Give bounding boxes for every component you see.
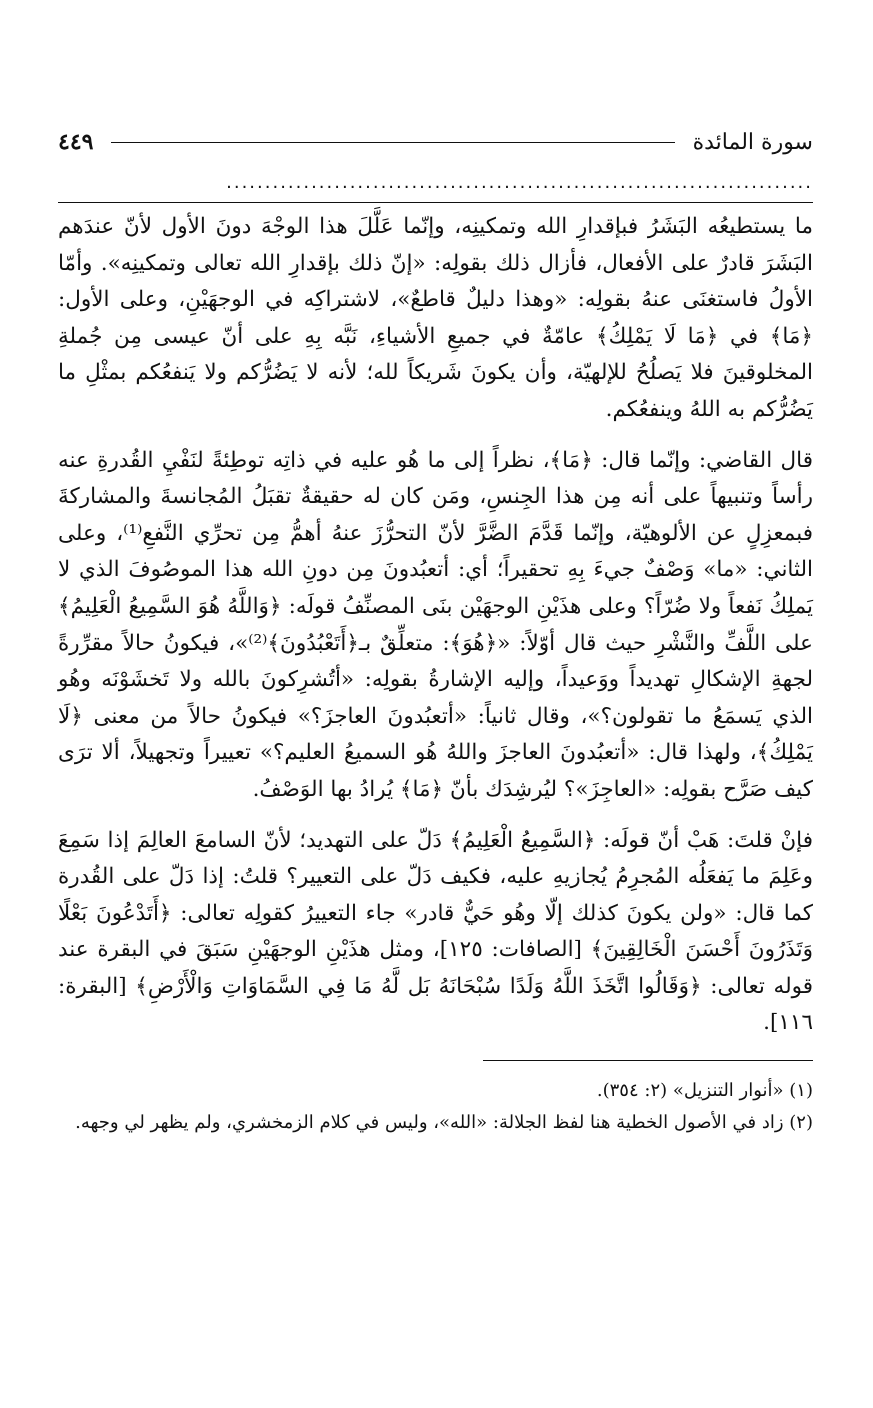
paragraph-3: فإنْ قلتَ: هَبْ أنّ قولَه: ﴿السَّمِيعُ الْعَلِيمُ﴾ دَلّ على التهديد؛ لأنّ السامعَ العالِمَ إذا سَمِعَ وعَلِمَ ما يَفعَلُه المُجرِمُ يُجازيهِ عليه، فكيف دَلّ على التعيير؟ قلتُ: إذا دَلّ على القُدرة كما قال: «ولن يكونَ كذلك إلّا وهُو حَيٌّ قادر» جاء التعييرُ كقولِه تعالى: ﴿أَتَدْعُونَ بَعْلًا وَتَذَرُونَ أَحْسَنَ الْخَالِقِينَ﴾ [الصافات: ١٢٥]، ومثل هذَيْنِ الوجهَيْنِ سَبَقَ في البقرة عند قوله تعالى: ﴿وَقَالُوا اتَّخَذَ اللَّهُ وَلَدًا سُبْحَانَهُ بَل لَّهُ مَا فِي السَّمَاوَاتِ وَالْأَرْضِ﴾ [البقرة: ١١٦].: [58, 827, 814, 1036]
paragraph-1: ما يستطيعُه البَشَرُ فبإقدارِ الله وتمكينِه، وإنّما عَلَّلَ هذا الوجْهَ دونَ الأول لأنّ عندَهم البَشَرَ قادرٌ على الأفعال، فأزال ذلك بقولِه: «إنّ ذلك بإقدارِ الله تعالى وتمكينِه». وأمّا الأولُ فاستغنَى عنهُ بقولِه: «وهذا دليلٌ قاطعٌ»، لاشتراكِه في الوجهَيْنِ، وعلى الأول: ﴿مَا﴾ في ﴿مَا لَا يَمْلِكُ﴾ عامّةٌ في جميعِ الأشياءِ، نَبَّه بِهِ على أنّ عيسى مِن جُملةِ المخلوقينَ فلا يَصلُحُ للإلهيّة، وأن يكونَ شَريكاً لله؛ لأنه لا يَضُرُّكم ولا يَنفعُكم بمثْلِ ما يَضُرُّكم به اللهُ وينفعُكم.: [58, 214, 813, 422]
footnote-2: (٢) زاد في الأصول الخطية هنا لفظ الجلالة: «الله»، وليس في كلام الزمخشري، ولم يظهر لي وجهه.: [75, 1112, 813, 1134]
footnotes: [58, 1075, 813, 1139]
page-number: ٤٤٩: [58, 129, 94, 155]
page-header: [58, 120, 813, 164]
main-text: [58, 209, 813, 1042]
separator-rule: [58, 202, 813, 203]
header-rule: [111, 142, 674, 143]
footnote-1: (١) «أنوار التنزيل» (٢: ٣٥٤).: [596, 1080, 813, 1102]
footnote-rule: [483, 1060, 813, 1061]
paragraph-2: قال القاضي: وإنّما قال: ﴿مَا﴾، نظراً إلى ما هُو عليه في ذاتِه توطِئةً لنَفْيِ القُدرةِ عنه رأساً وتنبيهاً على أنه مِن هذا الجِنسِ، ومَن كان له حقيقةٌ تقبَلُ المُجانسةَ والمشاركةَ فبمعزِلٍ عن الألوهيّة، وإنّما قَدَّمَ الضَّرَّ لأنّ التحرُّزَ عنهُ أهمُّ مِن تحرِّي النَّفعِ⁽¹⁾، وعلى الثاني: «ما» وَصْفٌ جيءَ بِهِ تحقيراً؛ أي: أتعبُدونَ مِن دونِ الله هذا الموصُوفَ الذي لا يَملِكُ نَفعاً ولا ضُرّاً؟ وعلى هذَيْنِ الوجهَيْن بنَى المصنِّفُ قولَه: ﴿وَاللَّهُ هُوَ السَّمِيعُ الْعَلِيمُ﴾ على اللَّفِّ والنَّشْرِ حيث قال أوّلاً: «﴿هُوَ﴾: متعلِّقٌ بـ﴿أَتَعْبُدُونَ﴾⁽²⁾»، فيكونُ حالاً مقرِّرةً لجهةِ الإشكالِ تهديداً ووَعيداً، وإليه الإشارةُ بقولِه: «أتُشرِكونَ بالله ولا تَخشَوْنَه وهُو الذي يَسمَعُ ما تقولون؟»، وقال ثانياً: «أتعبُدونَ العاجزَ؟» فيكونُ حالاً من معنى ﴿لَا يَمْلِكُ﴾، ولهذا قال: «أتعبُدونَ العاجزَ واللهُ هُو السميعُ العليم؟» تعييراً وتجهيلاً، ألا ترَى كيف صَرَّح بقولِه: «العاجِزَ»؟ ليُرشِدَك بأنّ ﴿مَا﴾ يُرادُ بها الوَصْفُ.: [58, 447, 813, 802]
book-page: [58, 120, 813, 1300]
surah-title: سورة المائدة: [692, 129, 813, 155]
dotted-separator: ............................................................................: [226, 178, 813, 190]
